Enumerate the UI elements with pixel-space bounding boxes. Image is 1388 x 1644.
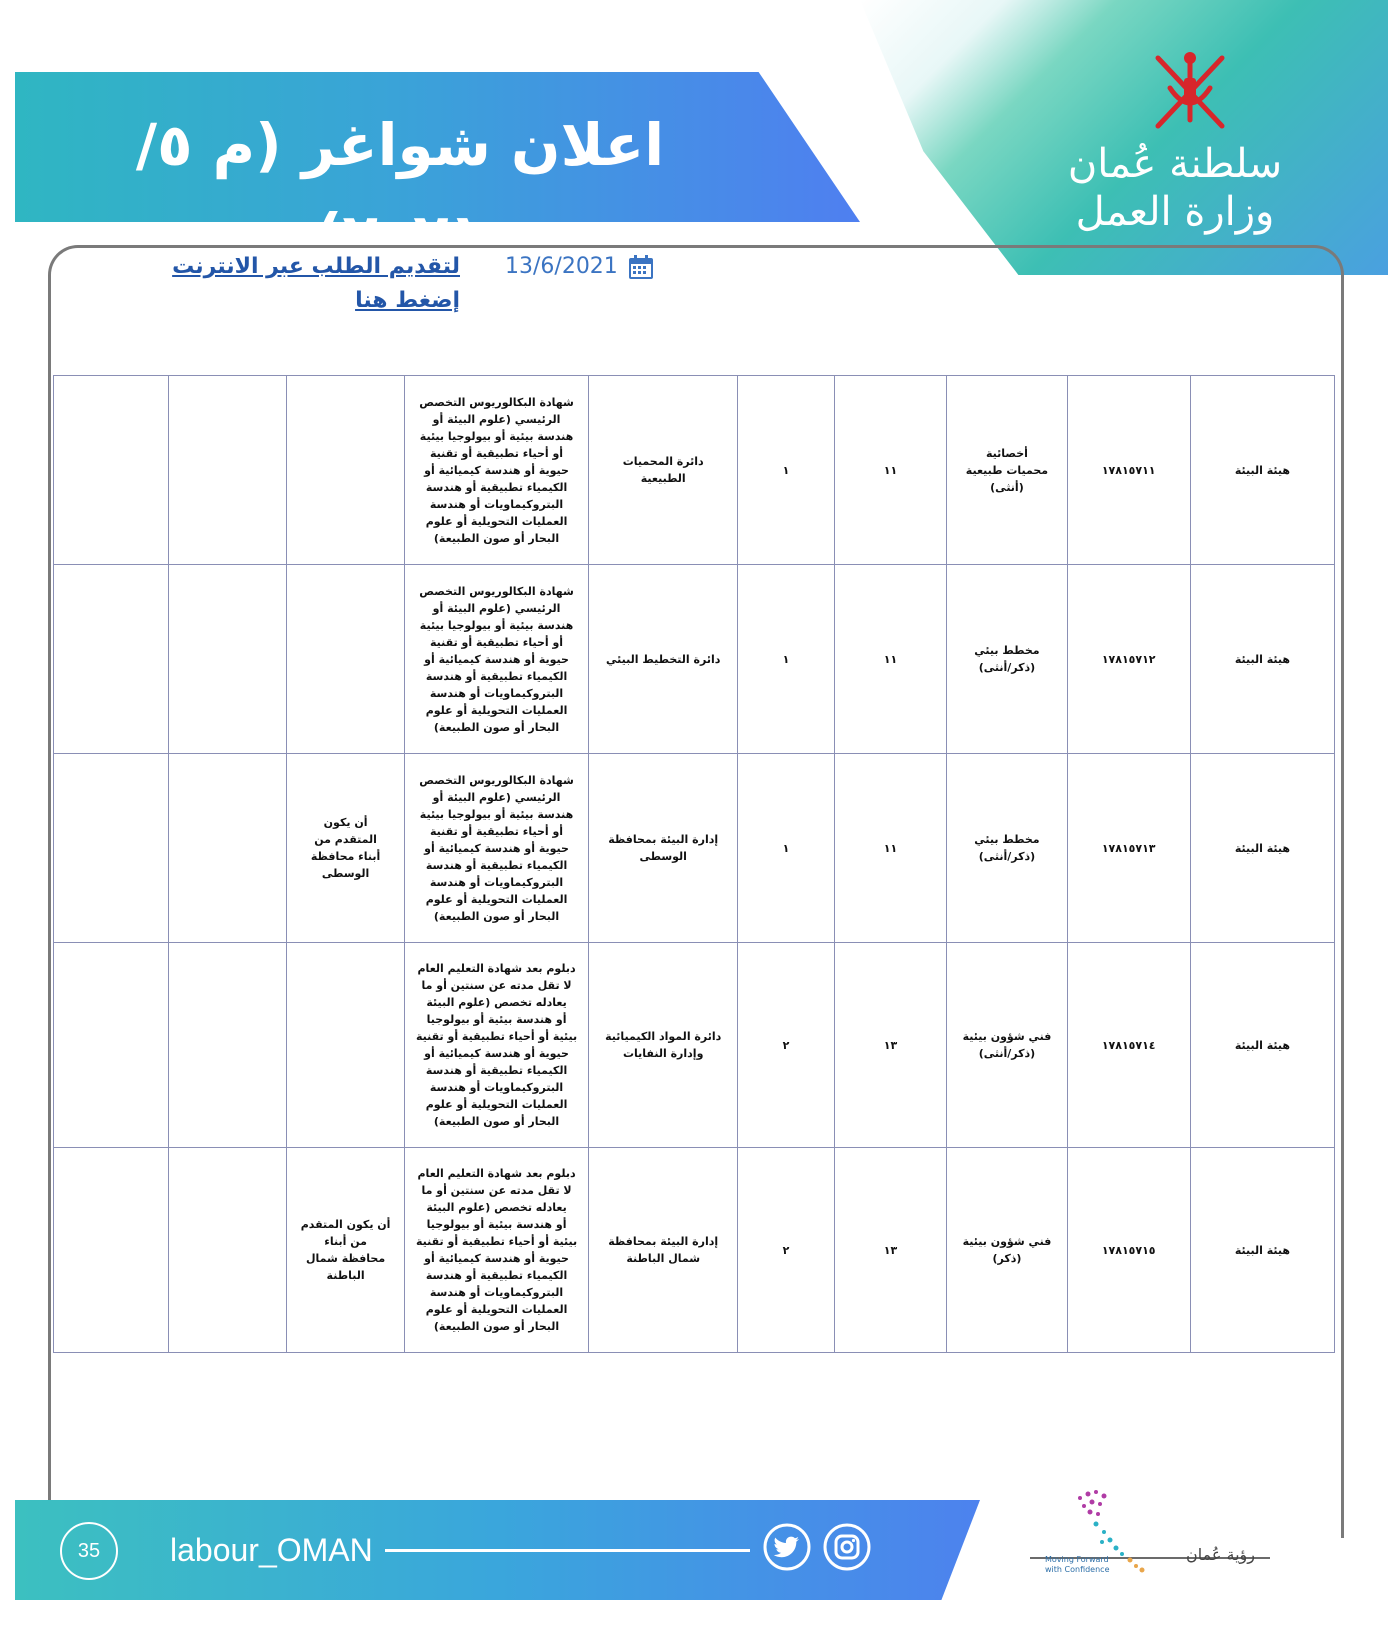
count-cell: ١ xyxy=(738,376,834,565)
table-row xyxy=(54,565,1335,754)
grade-cell: ١٣ xyxy=(834,943,947,1148)
instagram-icon[interactable] xyxy=(822,1522,872,1572)
table-row xyxy=(54,943,1335,1148)
grade-cell: ١٣ xyxy=(834,1148,947,1353)
count-cell: ٢ xyxy=(738,943,834,1148)
ministry-name xyxy=(1060,140,1290,236)
department-cell: دائرة التخطيط البيئي xyxy=(589,565,738,754)
table-row xyxy=(54,376,1335,565)
vacancies-table xyxy=(53,375,1335,1353)
footer-divider xyxy=(385,1549,750,1552)
empty-cell xyxy=(54,565,169,754)
conditions-cell: أن يكون المتقدم من أبناء محافظة الوسطى xyxy=(287,754,405,943)
grade-cell: ١١ xyxy=(834,565,947,754)
empty-cell xyxy=(54,943,169,1148)
job-code-cell: ١٧٨١٥٧١٢ xyxy=(1067,565,1190,754)
empty-cell xyxy=(168,565,286,754)
social-handle: labour_OMAN xyxy=(170,1532,373,1568)
qualification-cell: شهادة البكالوريوس التخصص الرئيسي (علوم البيئة أو هندسة بيئية أو بيولوجيا بيئية أو أحياء تطبيقية أو تقنية حيوية أو هندسة كيميائية أو الكيمياء تطبيقية أو هندسة البتروكيماويات أو هندسة العمليات التحويلية أو علوم البحار أو صون الطبيعة) xyxy=(405,754,589,943)
qualification-cell: دبلوم بعد شهادة التعليم العام لا تقل مدته عن سنتين أو ما يعادله تخصص (علوم البيئة أو هندسة بيئية أو بيولوجيا بيئية أو أحياء تطبيقية أو تقنية حيوية أو هندسة كيميائية أو الكيمياء تطبيقية أو هندسة البتروكيماويات أو هندسة العمليات التحويلية أو علوم البحار أو صون الطبيعة) xyxy=(405,1148,589,1353)
job-title-cell: أخصائية محميات طبيعية (أنثى) xyxy=(947,376,1067,565)
conditions-cell xyxy=(287,565,405,754)
empty-cell xyxy=(54,1148,169,1353)
vision-english-label: Moving Forward with Confidence xyxy=(1045,1555,1110,1574)
department-cell: دائرة المواد الكيميائية وإدارة النفايات xyxy=(589,943,738,1148)
grade-cell: ١١ xyxy=(834,376,947,565)
conditions-cell xyxy=(287,376,405,565)
job-title-cell: مخطط بيئي (ذكر/أنثى) xyxy=(947,565,1067,754)
department-cell: إدارة البيئة بمحافظة الوسطى xyxy=(589,754,738,943)
count-cell: ١ xyxy=(738,754,834,943)
entity-cell: هيئة البيئة xyxy=(1190,565,1334,754)
department-cell: دائرة المحميات الطبيعية xyxy=(589,376,738,565)
grade-cell: ١١ xyxy=(834,754,947,943)
count-cell: ٢ xyxy=(738,1148,834,1353)
job-code-cell: ١٧٨١٥٧١١ xyxy=(1067,376,1190,565)
vision-arabic-label: رؤية عُمان xyxy=(1186,1545,1255,1564)
conditions-cell xyxy=(287,943,405,1148)
job-title-cell: فني شؤون بيئية (ذكر) xyxy=(947,1148,1067,1353)
ministry-line-1: سلطنة عُمان xyxy=(1067,141,1283,187)
table-row xyxy=(54,1148,1335,1353)
job-code-cell: ١٧٨١٥٧١٣ xyxy=(1067,754,1190,943)
oman-emblem-icon xyxy=(1140,48,1240,140)
entity-cell: هيئة البيئة xyxy=(1190,754,1334,943)
job-title-cell: فني شؤون بيئية (ذكر/أنثى) xyxy=(947,943,1067,1148)
entity-cell: هيئة البيئة xyxy=(1190,376,1334,565)
job-title-cell: مخطط بيئي (ذكر/أنثى) xyxy=(947,754,1067,943)
announcement-date: 13/6/2021 xyxy=(505,254,618,279)
empty-cell xyxy=(168,376,286,565)
qualification-cell: دبلوم بعد شهادة التعليم العام لا تقل مدته عن سنتين أو ما يعادله تخصص (علوم البيئة أو هندسة بيئية أو بيولوجيا بيئية أو أحياء تطبيقية أو تقنية حيوية أو هندسة كيميائية أو الكيمياء تطبيقية أو هندسة البتروكيماويات أو هندسة العمليات التحويلية أو علوم البحار أو صون الطبيعة) xyxy=(405,943,589,1148)
twitter-icon[interactable] xyxy=(762,1522,812,1572)
ministry-line-2: وزارة العمل xyxy=(1075,189,1275,235)
qualification-cell: شهادة البكالوريوس التخصص الرئيسي (علوم البيئة أو هندسة بيئية أو بيولوجيا بيئية أو أحياء تطبيقية أو تقنية حيوية أو هندسة كيميائية أو الكيمياء تطبيقية أو هندسة البتروكيماويات أو هندسة العمليات التحويلية أو علوم البحار أو صون الطبيعة) xyxy=(405,376,589,565)
page-number: 35 xyxy=(60,1522,118,1580)
empty-cell xyxy=(54,754,169,943)
calendar-icon xyxy=(628,254,654,280)
apply-online-link[interactable]: لتقديم الطلب عبر الانترنت إضغط هنا xyxy=(172,254,460,313)
table-row xyxy=(54,754,1335,943)
empty-cell xyxy=(168,1148,286,1353)
count-cell: ١ xyxy=(738,565,834,754)
entity-cell: هيئة البيئة xyxy=(1190,943,1334,1148)
department-cell: إدارة البيئة بمحافظة شمال الباطنة xyxy=(589,1148,738,1353)
conditions-cell: أن يكون المتقدم من أبناء محافظة شمال الباطنة xyxy=(287,1148,405,1353)
job-code-cell: ١٧٨١٥٧١٥ xyxy=(1067,1148,1190,1353)
page-title: اعلان شواغر (م ٥/ ٢٠٢١) xyxy=(135,111,665,269)
job-code-cell: ١٧٨١٥٧١٤ xyxy=(1067,943,1190,1148)
empty-cell xyxy=(168,754,286,943)
qualification-cell: شهادة البكالوريوس التخصص الرئيسي (علوم البيئة أو هندسة بيئية أو بيولوجيا بيئية أو أحياء تطبيقية أو تقنية حيوية أو هندسة كيميائية أو الكيمياء تطبيقية أو هندسة البتروكيماويات أو هندسة العمليات التحويلية أو علوم البحار أو صون الطبيعة) xyxy=(405,565,589,754)
empty-cell xyxy=(168,943,286,1148)
entity-cell: هيئة البيئة xyxy=(1190,1148,1334,1353)
empty-cell xyxy=(54,376,169,565)
